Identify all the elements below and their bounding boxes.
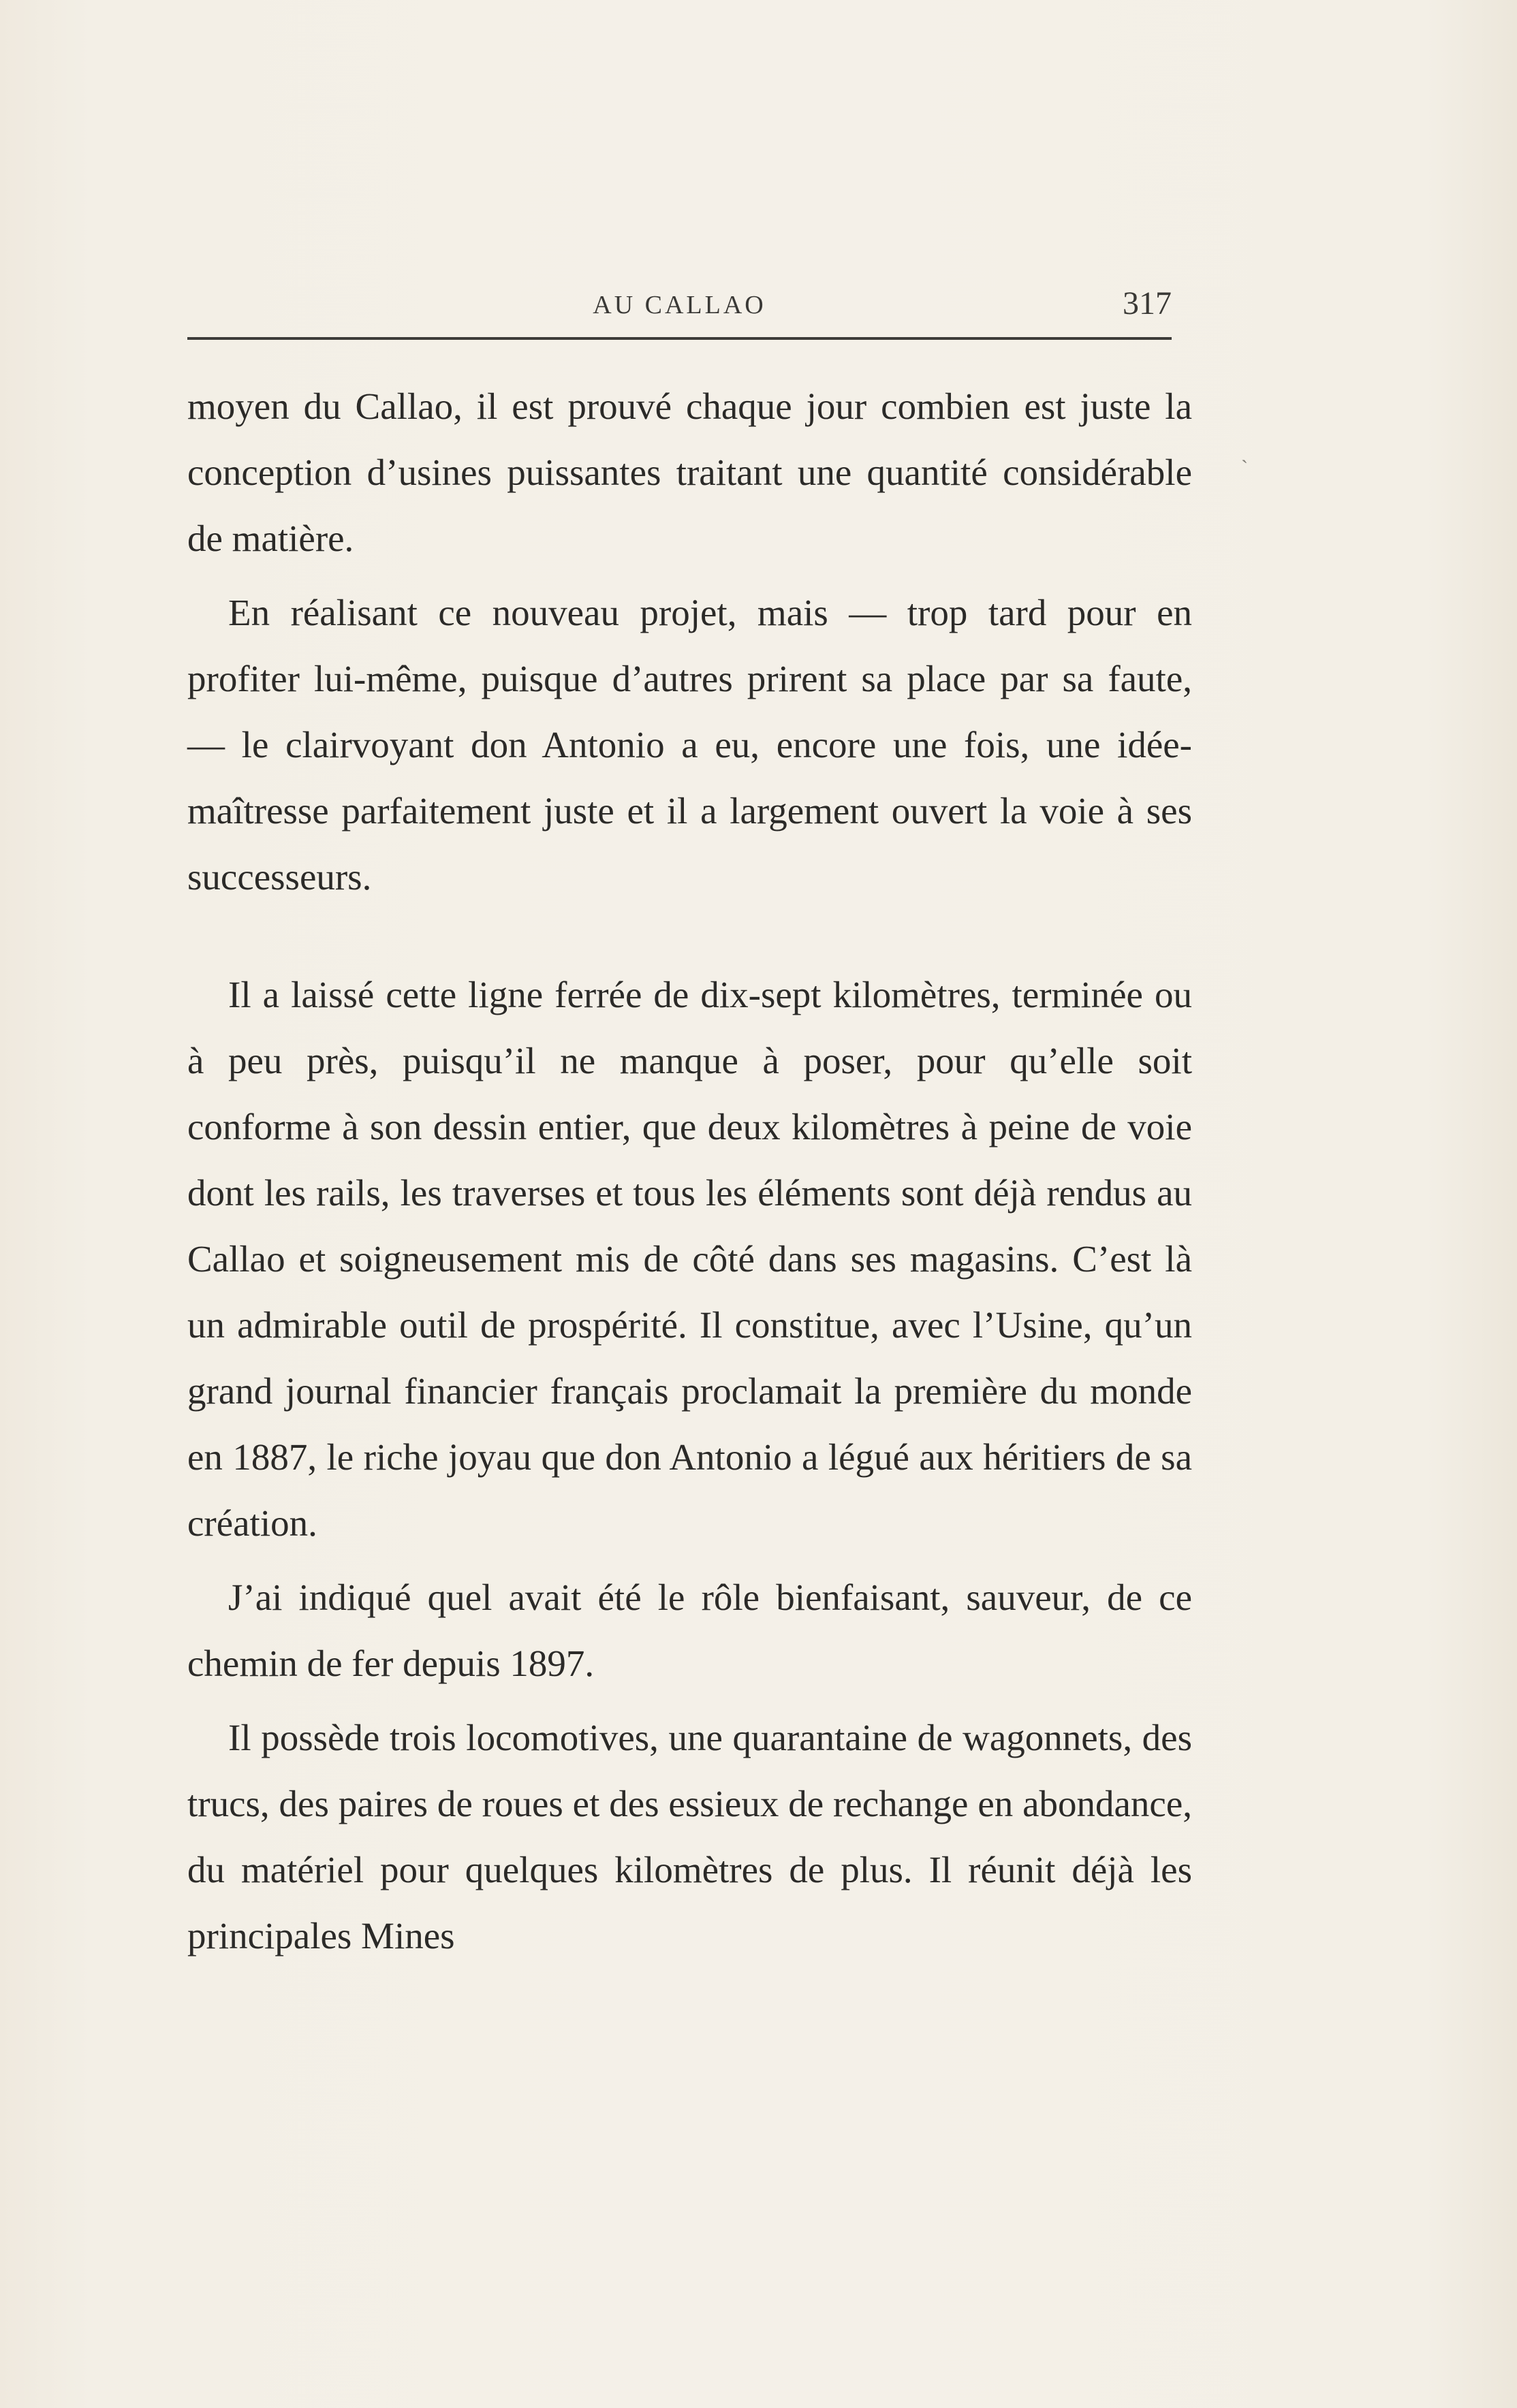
header-rule xyxy=(187,337,1172,340)
paragraph-role: J’ai indiqué quel avait été le rôle bienfaisant, sauveur, de ce chemin de fer depuis 1897. xyxy=(187,1577,1192,1684)
paragraph-railway: Il a laissé cette ligne ferrée de dix-sept kilomètres, terminée ou à peu près, puisqu’il ne manque à poser, pour qu’elle soit conforme à son dessin entier, que deux kilomètres à peine de voie dont les rails, les traverses et tous les éléments sont déjà rendus au Callao et soigneusement mis de côté dans ses magasins. C’est là un admirable outil de prospérité. Il constitue, avec l’Usine, qu’un grand journal financier français proclamait la première du monde en 1887, le riche joyau que don Antonio a légué aux héritiers de sa création. xyxy=(187,974,1192,1544)
body-text xyxy=(187,373,1192,1969)
page-header xyxy=(187,285,1172,332)
marginal-mark: ` xyxy=(1241,456,1248,479)
running-title: AU CALLAO xyxy=(593,291,766,319)
paragraph-equipment: Il possède trois locomotives, une quarantaine de wagonnets, des trucs, des paires de roues et des essieux de rechange en abondance, du matériel pour quelques kilomètres de plus. Il réunit déjà les principales Mines xyxy=(187,1717,1192,1956)
paragraph-new-project: En réalisant ce nouveau projet, mais — trop tard pour en profiter lui-même, puisque d’autres prirent sa place par sa faute, — le clairvoyant don Antonio a eu, encore une fois, une idée-maîtresse parfaitement juste et il a largement ouvert la voie à ses successeurs. xyxy=(187,592,1192,898)
page-number: 317 xyxy=(1123,285,1172,321)
paragraph-continuation: moyen du Callao, il est prouvé chaque jour combien est juste la conception d’usines puissantes traitant une quantité considérable de matière. xyxy=(187,385,1192,559)
